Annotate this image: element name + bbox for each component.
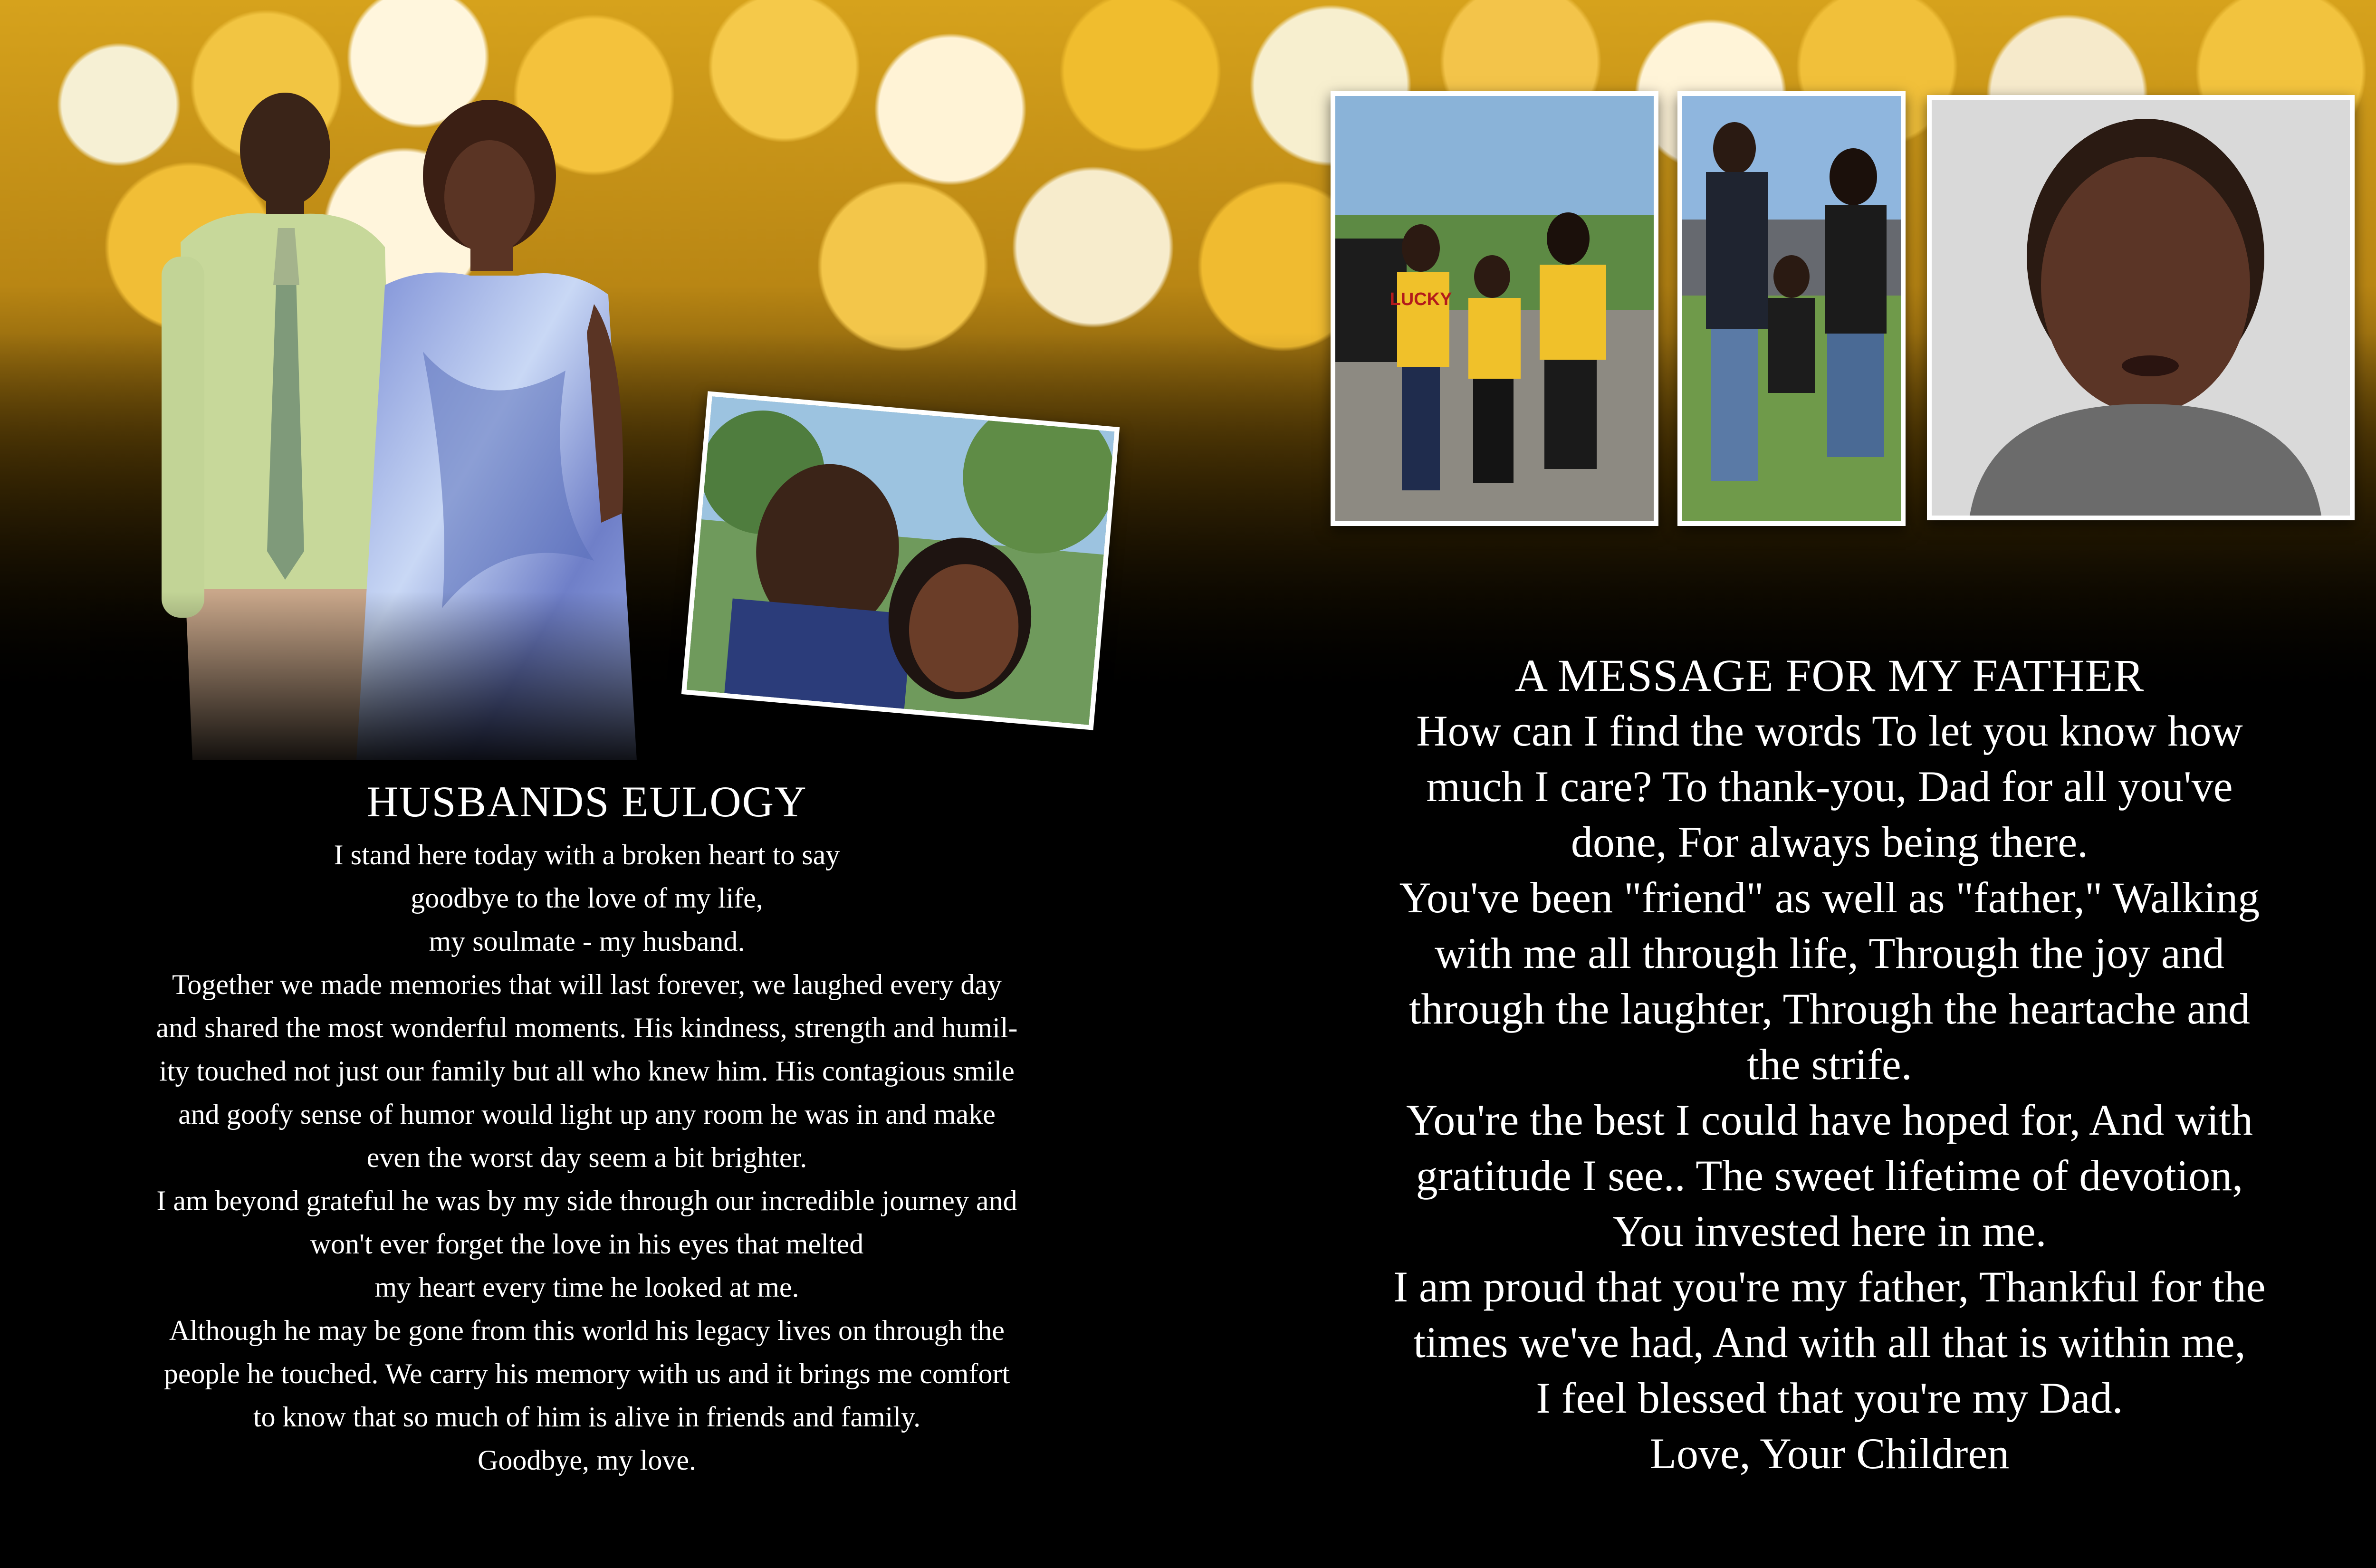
message-line: You invested here in me. <box>1612 1207 2047 1255</box>
eulogy-line: Goodbye, my love. <box>478 1444 696 1476</box>
message-line: done, For always being there. <box>1571 818 2089 866</box>
message-line: You're the best I could have hoped for, And with <box>1406 1096 2253 1144</box>
eulogy-line: Although he may be gone from this world his legacy lives on through the <box>169 1315 1005 1346</box>
eulogy-line: and goofy sense of humor would light up any room he was in and make <box>178 1099 996 1130</box>
shirt-text-lucky: LUCKY <box>1389 289 1452 309</box>
eulogy-line: I stand here today with a broken heart to say <box>334 839 840 870</box>
family-photo-graduation <box>1677 91 1906 526</box>
message-line: gratitude I see.. The sweet lifetime of devotion, <box>1416 1151 2243 1200</box>
kids-photo-driveway-image <box>1335 96 1654 521</box>
eulogy-line: won't ever forget the love in his eyes that melted <box>310 1228 864 1260</box>
message-line: through the laughter, Through the heartache and <box>1408 985 2251 1033</box>
son-portrait-photo <box>1927 95 2355 520</box>
selfie-photo <box>681 391 1120 730</box>
eulogy-line: people he touched. We carry his memory with us and it brings me comfort <box>163 1358 1010 1389</box>
eulogy-line: I am beyond grateful he was by my side through our incredible journey and <box>156 1185 1017 1216</box>
eulogy-line: my heart every time he looked at me. <box>374 1272 799 1303</box>
husbands-eulogy-section <box>90 775 1083 1482</box>
son-portrait-photo-image <box>1932 100 2350 516</box>
kids-photo-driveway <box>1331 91 1658 526</box>
couple-photo-illustration <box>90 86 756 760</box>
eulogy-line: my soulmate - my husband. <box>429 926 745 957</box>
message-line: I am proud that you're my father, Thankful for the <box>1393 1262 2266 1311</box>
eulogy-line: and shared the most wonderful moments. His kindness, strength and humil- <box>156 1012 1018 1043</box>
message-title: A MESSAGE FOR MY FATHER <box>1514 650 2145 701</box>
message-line: I feel blessed that you're my Dad. <box>1536 1374 2123 1422</box>
couple-photo <box>90 86 756 760</box>
family-photo-graduation-image <box>1682 96 1901 521</box>
eulogy-line: even the worst day seem a bit brighter. <box>366 1142 807 1173</box>
message-line: You've been "friend" as well as "father," Walking <box>1399 873 2260 922</box>
eulogy-line: goodbye to the love of my life, <box>411 882 763 914</box>
selfie-photo-image <box>687 396 1115 725</box>
eulogy-title: HUSBANDS EULOGY <box>366 777 807 826</box>
message-line: How can I find the words To let you know how <box>1416 707 2243 755</box>
eulogy-line: to know that so much of him is alive in friends and family. <box>253 1401 921 1433</box>
message-for-father-section <box>1326 648 2333 1482</box>
eulogy-line: Together we made memories that will last forever, we laughed every day <box>172 969 1002 1000</box>
message-line: with me all through life, Through the joy and <box>1435 929 2224 977</box>
message-line: much I care? To thank-you, Dad for all you've <box>1426 762 2233 811</box>
message-line: Love, Your Children <box>1649 1429 2010 1478</box>
message-line: the strife. <box>1747 1040 1912 1089</box>
eulogy-line: ity touched not just our family but all who knew him. His contagious smile <box>159 1055 1015 1087</box>
message-line: times we've had, And with all that is within me, <box>1413 1318 2246 1367</box>
